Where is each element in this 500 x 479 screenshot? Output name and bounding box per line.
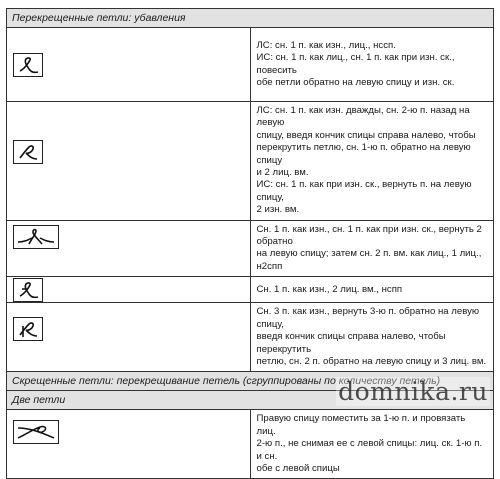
- table-row: [7, 277, 494, 303]
- section-title: Две петли: [7, 391, 494, 410]
- table-row: [7, 220, 494, 277]
- two-loop-cross-icon: [13, 420, 59, 444]
- crossed-stitch-slip-icon: [13, 278, 43, 302]
- symbol-cell: [7, 410, 251, 479]
- description-cell: Сн. 1 п. как изн., 2 лиц. вм., нспп: [250, 277, 494, 303]
- symbol-cell: [7, 220, 251, 277]
- description-cell: Правую спицу поместить за 1-ю п. и провязать лиц. 2-ю п., не снимая ее с левой спицы: лиц. ск. 1-ю п. и сн. обе с левой спицы: [250, 410, 494, 479]
- table-row: [7, 410, 494, 479]
- table-row: [7, 102, 494, 221]
- description-cell: ЛС: сн. 1 п. как изн., лиц., нссп. ИС: сн. 1 п. как лиц., сн. 1 п. как при изн. ск., повесить обе петли обратно на левую спицу и изн. ск.: [250, 28, 494, 102]
- section-title: Перекрещенные петли: убавления: [7, 9, 494, 28]
- table-row: [7, 28, 494, 102]
- description-cell: Сн. 1 п. как изн., сн. 1 п. как при изн. ск., вернуть 2 обратно на левую спицу; затем сн. 2 п. вм. как лиц., 1 лиц., н2спп: [250, 220, 494, 277]
- crossed-stitch-right-decrease-icon: [13, 140, 43, 164]
- crossed-stitch-left-decrease-icon: [13, 53, 43, 77]
- watermark: domnika.ru: [338, 377, 488, 406]
- symbol-cell: [7, 303, 251, 372]
- description-cell: Сн. 3 п. как изн., вернуть 3-ю п. обратно на левую спицу, введя кончик спицы справа налево, чтобы перекрутить петлю, сн. 2 п. обратно на левую спицу и 3 лиц. вм.: [250, 303, 494, 372]
- description-cell: ЛС: сн. 1 п. как изн. дважды, сн. 2-ю п. назад на левую спицу, введя кончик спицы справа налево, чтобы перекрутить петлю, сн. 1-ю п. обратно на левую спицу и 2 лиц. вм. ИС: сн. 1 п. как при изн. ск., вернуть п. на левую спицу, 2 изн. вм.: [250, 102, 494, 221]
- symbol-cell: [7, 102, 251, 221]
- knitting-symbols-table: [6, 8, 494, 479]
- knitting-symbols-table-page: [6, 8, 494, 479]
- table-row: [7, 303, 494, 372]
- section-title: Скрещенные петли: перекрещивание петель (сгруппированы по количеству петель): [7, 372, 494, 391]
- section-header-decreases: [7, 9, 494, 28]
- symbol-cell: [7, 28, 251, 102]
- symbol-cell: [7, 277, 251, 303]
- crossed-stitch-twist-decrease-icon: [13, 317, 43, 341]
- double-crossed-decrease-icon: [13, 225, 59, 249]
